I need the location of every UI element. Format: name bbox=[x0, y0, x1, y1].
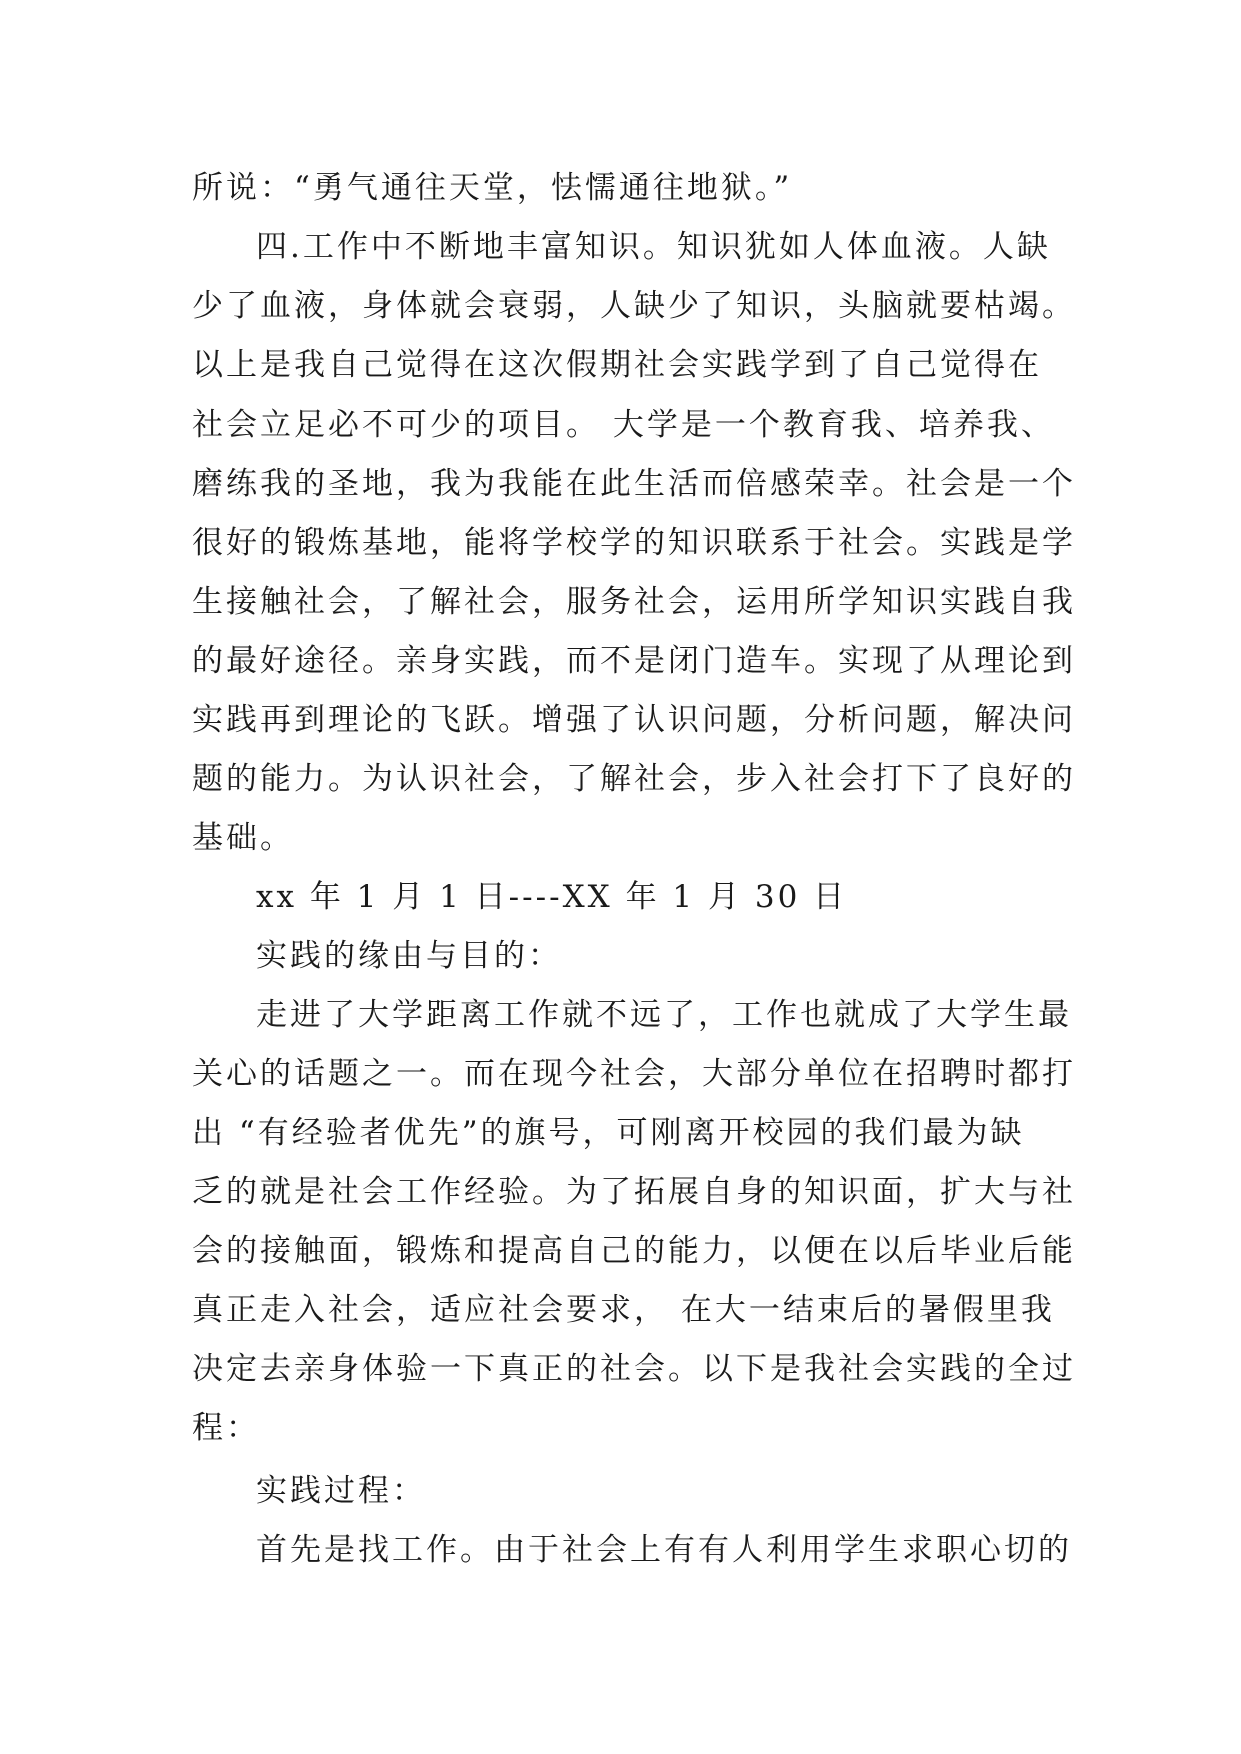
text-line-10: 实践再到理论的飞跃。增强了认识问题，分析问题，解决问 bbox=[192, 702, 1076, 738]
text-line-8: 生接触社会，了解社会，服务社会，运用所学知识实践自我 bbox=[192, 584, 1076, 620]
text-line-15: 走进了大学距离工作就不远了，工作也就成了大学生最 bbox=[256, 997, 1072, 1033]
text-line-3: 少了血液，身体就会衰弱，人缺少了知识，头脑就要枯竭。 bbox=[192, 288, 1076, 324]
section-heading-process: 实践过程： bbox=[256, 1473, 426, 1509]
section-heading-reason: 实践的缘由与目的： bbox=[256, 938, 562, 974]
text-line-18: 乏的就是社会工作经验。为了拓展自身的知识面，扩大与社 bbox=[192, 1174, 1076, 1210]
text-line-22: 程： bbox=[192, 1410, 260, 1446]
text-line-6: 磨练我的圣地，我为我能在此生活而倍感荣幸。社会是一个 bbox=[192, 466, 1076, 502]
text-line-11: 题的能力。为认识社会，了解社会，步入社会打下了良好的 bbox=[192, 761, 1076, 797]
text-line-9: 的最好途径。亲身实践，而不是闭门造车。实现了从理论到 bbox=[192, 643, 1076, 679]
text-line-20: 真正走入社会，适应社会要求， 在大一结束后的暑假里我 bbox=[192, 1292, 1055, 1328]
text-line-21: 决定去亲身体验一下真正的社会。以下是我社会实践的全过 bbox=[192, 1351, 1076, 1387]
text-line-2: 四.工作中不断地丰富知识。知识犹如人体血液。人缺 bbox=[256, 229, 1051, 265]
text-line-12: 基础。 bbox=[192, 820, 294, 856]
text-line-19: 会的接触面，锻炼和提高自己的能力，以便在以后毕业后能 bbox=[192, 1233, 1076, 1269]
text-line-4: 以上是我自己觉得在这次假期社会实践学到了自己觉得在 bbox=[192, 347, 1042, 383]
date-range-line: xx 年 1 月 1 日----XX 年 1 月 30 日 bbox=[256, 879, 848, 915]
text-line-7: 很好的锻炼基地，能将学校学的知识联系于社会。实践是学 bbox=[192, 525, 1076, 561]
text-line-1: 所说：“勇气通往天堂，怯懦通往地狱。” bbox=[192, 170, 793, 206]
text-line-24: 首先是找工作。由于社会上有有人利用学生求职心切的 bbox=[256, 1532, 1072, 1568]
text-line-5: 社会立足必不可少的项目。 大学是一个教育我、培养我、 bbox=[192, 407, 1055, 443]
text-line-17: 出 “有经验者优先”的旗号，可刚离开校园的我们最为缺 bbox=[192, 1115, 1025, 1151]
text-line-16: 关心的话题之一。而在现今社会，大部分单位在招聘时都打 bbox=[192, 1056, 1076, 1092]
